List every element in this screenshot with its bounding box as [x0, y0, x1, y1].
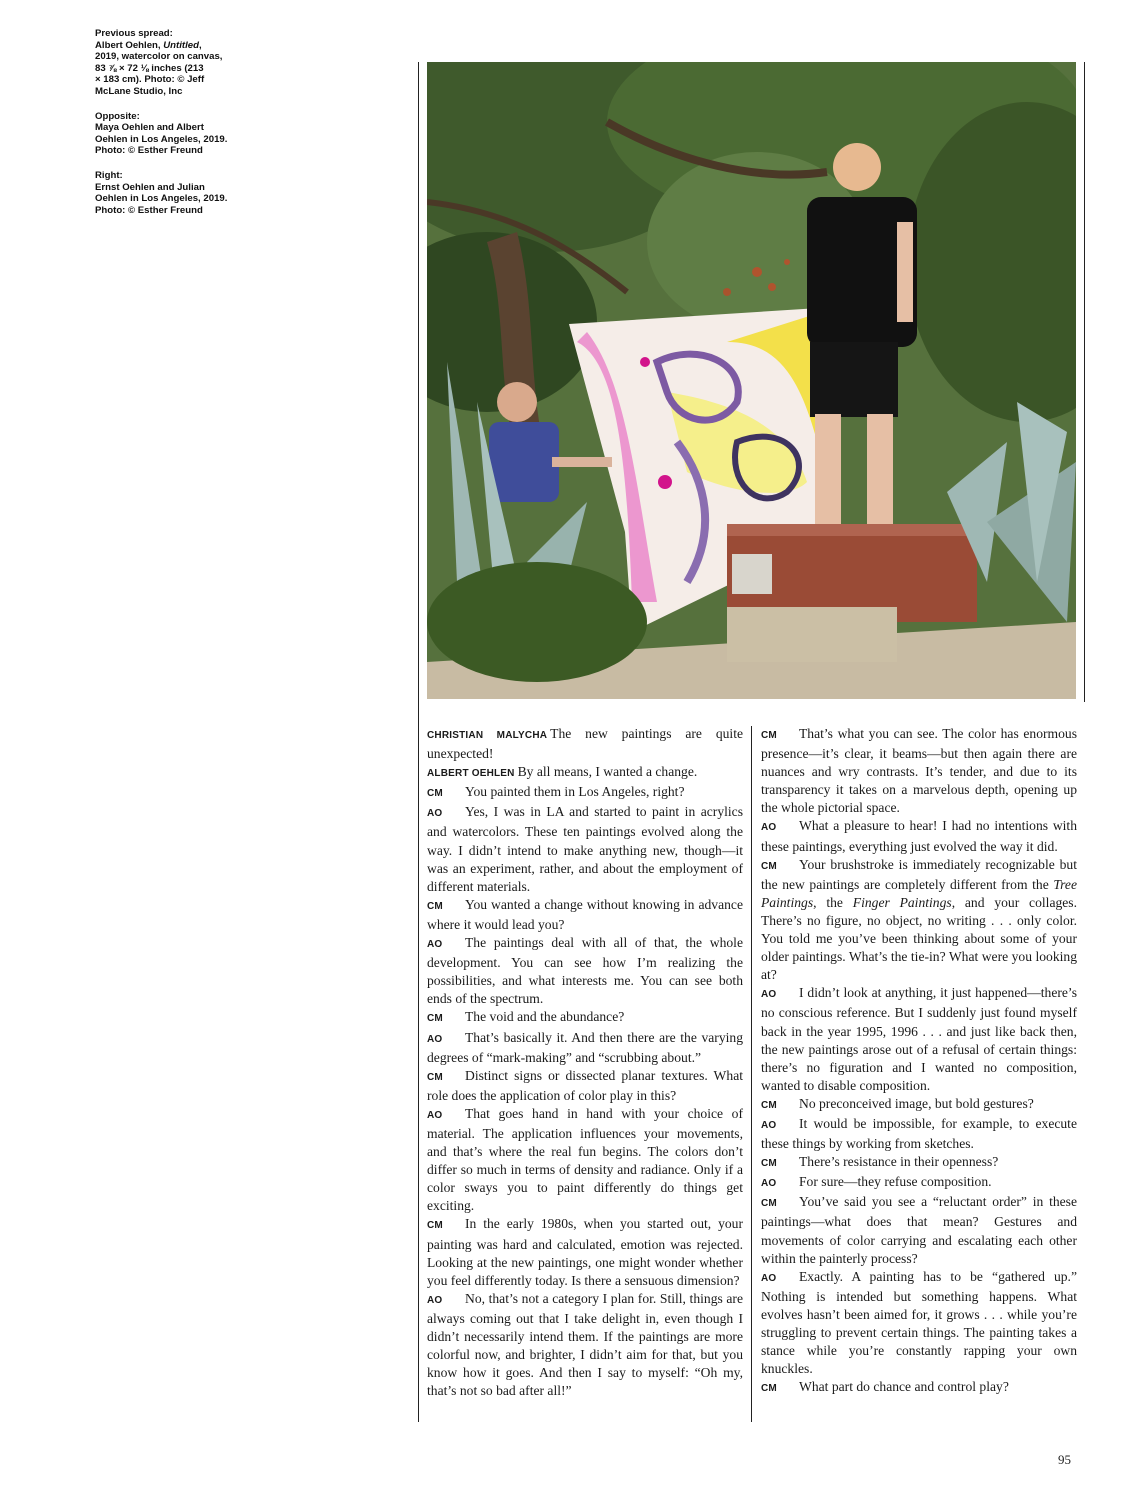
speaker-label: CM — [427, 1013, 443, 1025]
speaker-label: CM — [761, 1383, 777, 1395]
center-column-rule — [751, 726, 752, 1422]
speaker-label: AO — [427, 939, 443, 951]
interview-exchange — [761, 817, 1077, 855]
exchange-text: It would be impossible, for example, to execute these things by working from sketches. — [761, 1115, 1077, 1152]
interview-exchange — [427, 1067, 743, 1105]
speaker-label: CM — [761, 1158, 777, 1170]
speaker-label: CM — [761, 860, 777, 872]
exchange-text: You’ve said you see a “reluctant order” in these paintings—what does that mean? Gestures and movements of color carrying and escalating each other within the painterly process? — [761, 1194, 1077, 1266]
interview-exchange — [427, 1105, 743, 1216]
interview-exchange — [427, 803, 743, 895]
speaker-label: AO — [761, 822, 777, 834]
exchange-text: The void and the abundance? — [465, 1009, 625, 1025]
exchange-text: You painted them in Los Angeles, right? — [465, 784, 685, 800]
caption-right: Right: Ernst Oehlen and Julian Oehlen in Los Angeles, 2019. Photo: © Esther Freund — [95, 169, 228, 216]
speaker-label: CM — [761, 1198, 777, 1210]
exchange-text: That’s basically it. And then there are the varying degrees of “mark-making” and “scrubbing about.” — [427, 1029, 743, 1065]
speaker-label: AO — [427, 1294, 443, 1306]
speaker-label: CM — [761, 730, 777, 741]
interview-exchange — [427, 934, 743, 1008]
interview-exchange — [761, 725, 1077, 817]
interview-exchange — [427, 763, 743, 783]
interview-exchange — [761, 1115, 1077, 1153]
right-photo-rule — [1084, 62, 1085, 702]
exchange-text: No, that’s not a category I plan for. Still, things are always coming out that I take delight in, even though I didn’t necessarily intend them. If the paintings are more colorful now, and brighter, I didn’t aim for that, but you know how it goes. And then I say to myself: “Oh my, that’s not so bad after all!” — [427, 1290, 743, 1399]
exchange-text: There’s resistance in their openness? — [799, 1154, 999, 1170]
speaker-label: ALBERT OEHLEN — [427, 768, 515, 780]
page-number: 95 — [1058, 1452, 1071, 1467]
exchange-text: For sure—they refuse composition. — [799, 1174, 992, 1190]
interview-exchange — [427, 725, 743, 763]
speaker-label: AO — [761, 1178, 777, 1190]
exchange-text: , and your collages. There’s no figure, no object, no writing . . . only color. You told me you’ve been thinking about some of your older paintings. What’s the tie-in? What were you looking at? — [761, 894, 1077, 983]
exchange-text: By all means, I wanted a change. — [517, 764, 698, 780]
interview-exchange — [427, 1008, 743, 1028]
exchange-text: What part do chance and control play? — [799, 1379, 1009, 1395]
interview-column-1 — [427, 725, 743, 1400]
interview-exchange — [761, 1153, 1077, 1173]
exchange-text: That’s what you can see. The color has enormous presence—it’s clear, it beams—but then again there are nuances and wry contrasts. It’s tender, and due to its transparency it takes on a marvelous depth, opening up the whole pictorial space. — [761, 726, 1077, 816]
interview-exchange — [427, 1215, 743, 1289]
speaker-label: CM — [427, 900, 443, 912]
exchange-text: , the — [813, 894, 853, 910]
speaker-label: CM — [761, 1099, 777, 1111]
exchange-text: No preconceived image, but bold gestures? — [799, 1095, 1034, 1111]
exchange-text: That goes hand in hand with your choice of material. The application influences your movements, and that’s where the real fun begins. The colors don’t differ so much in terms of density and radiance. Only if a color sways you to paint differently do things get exciting. — [427, 1105, 743, 1214]
exchange-text: Your brushstroke is immediately recognizable but the new paintings are completely different from the — [761, 856, 1077, 892]
speaker-label: CM — [427, 1071, 443, 1083]
speaker-label: AO — [427, 1033, 443, 1045]
speaker-label: CM — [427, 1220, 443, 1232]
exchange-text: In the early 1980s, when you started out, your painting was hard and calculated, emotion was rejected. Looking at the new paintings, one might wonder whether you feel differently today. Is there a sensuous dimension? — [427, 1216, 743, 1288]
interview-exchange — [761, 1095, 1077, 1115]
exchange-text: You wanted a change without knowing in advance where it would lead you? — [427, 896, 743, 932]
interview-exchange — [761, 1173, 1077, 1193]
caption-opposite: Opposite: Maya Oehlen and Albert Oehlen in Los Angeles, 2019. Photo: © Esther Freund — [95, 110, 228, 157]
speaker-label: AO — [427, 808, 443, 820]
interview-exchange — [427, 1290, 743, 1401]
artwork-series-title: Finger Paintings — [852, 894, 952, 910]
exchange-text: Yes, I was in LA and started to paint in acrylics and watercolors. These ten paintings evolved along the way. I didn’t intend to make anything new, though—it was an experiment, rather, and about the employment of different materials. — [427, 804, 743, 894]
speaker-label: CHRISTIAN MALYCHA — [427, 730, 548, 741]
exchange-text: Distinct signs or dissected planar textures. What role does the application of color play in this? — [427, 1067, 743, 1103]
speaker-label: CM — [427, 788, 443, 800]
garden-painting-photo — [427, 62, 1076, 699]
exchange-text: Exactly. A painting has to be “gathered up.” Nothing is intended but something happens. What evolves hasn’t been aimed for, it grows . . . while you’re struggling to prevent certain things. The painting takes a stance while you’re constantly rapping your own knuckles. — [761, 1268, 1077, 1377]
interview-exchange — [427, 1029, 743, 1067]
interview-exchange — [761, 856, 1077, 985]
interview-exchange — [427, 896, 743, 934]
speaker-label: AO — [761, 989, 777, 1001]
interview-exchange — [761, 1268, 1077, 1379]
interview-exchange — [761, 1193, 1077, 1267]
speaker-label: AO — [761, 1119, 777, 1131]
left-column-rule — [418, 62, 419, 1422]
interview-exchange — [761, 984, 1077, 1095]
interview-column-2 — [761, 725, 1077, 1398]
interview-exchange — [427, 783, 743, 803]
exchange-text: The paintings deal with all of that, the whole development. You can see how I’m realizing the possibilities, and what interests me. You can see both ends of the spectrum. — [427, 935, 743, 1007]
artwork-series-title: Tree Paintings — [761, 876, 1077, 910]
exchange-text: I didn’t look at anything, it just happened—there’s no conscious reference. But I suddenly just found myself back in the year 1995, 1996 . . . and just like back then, the new paintings arose out of a refusal of certain things: there’s no figuration and I wanted no composition, wanted to disable composition. — [761, 985, 1077, 1093]
interview-exchange — [761, 1378, 1077, 1398]
photo-captions — [95, 28, 255, 229]
exchange-text: What a pleasure to hear! I had no intentions with these paintings, everything just evolved the way it did. — [761, 818, 1077, 854]
speaker-label: AO — [427, 1109, 443, 1121]
exchange-text: The new paintings are quite unexpected! — [427, 726, 744, 762]
caption-previous-spread: Previous spread: Albert Oehlen, Untitled, 2019, watercolor on canvas, 83 ⅞ × 72 ⅛ inches (213 × 183 cm). Photo: © Jeff McLane Studio, Inc — [95, 28, 223, 97]
speaker-label: AO — [761, 1272, 777, 1284]
